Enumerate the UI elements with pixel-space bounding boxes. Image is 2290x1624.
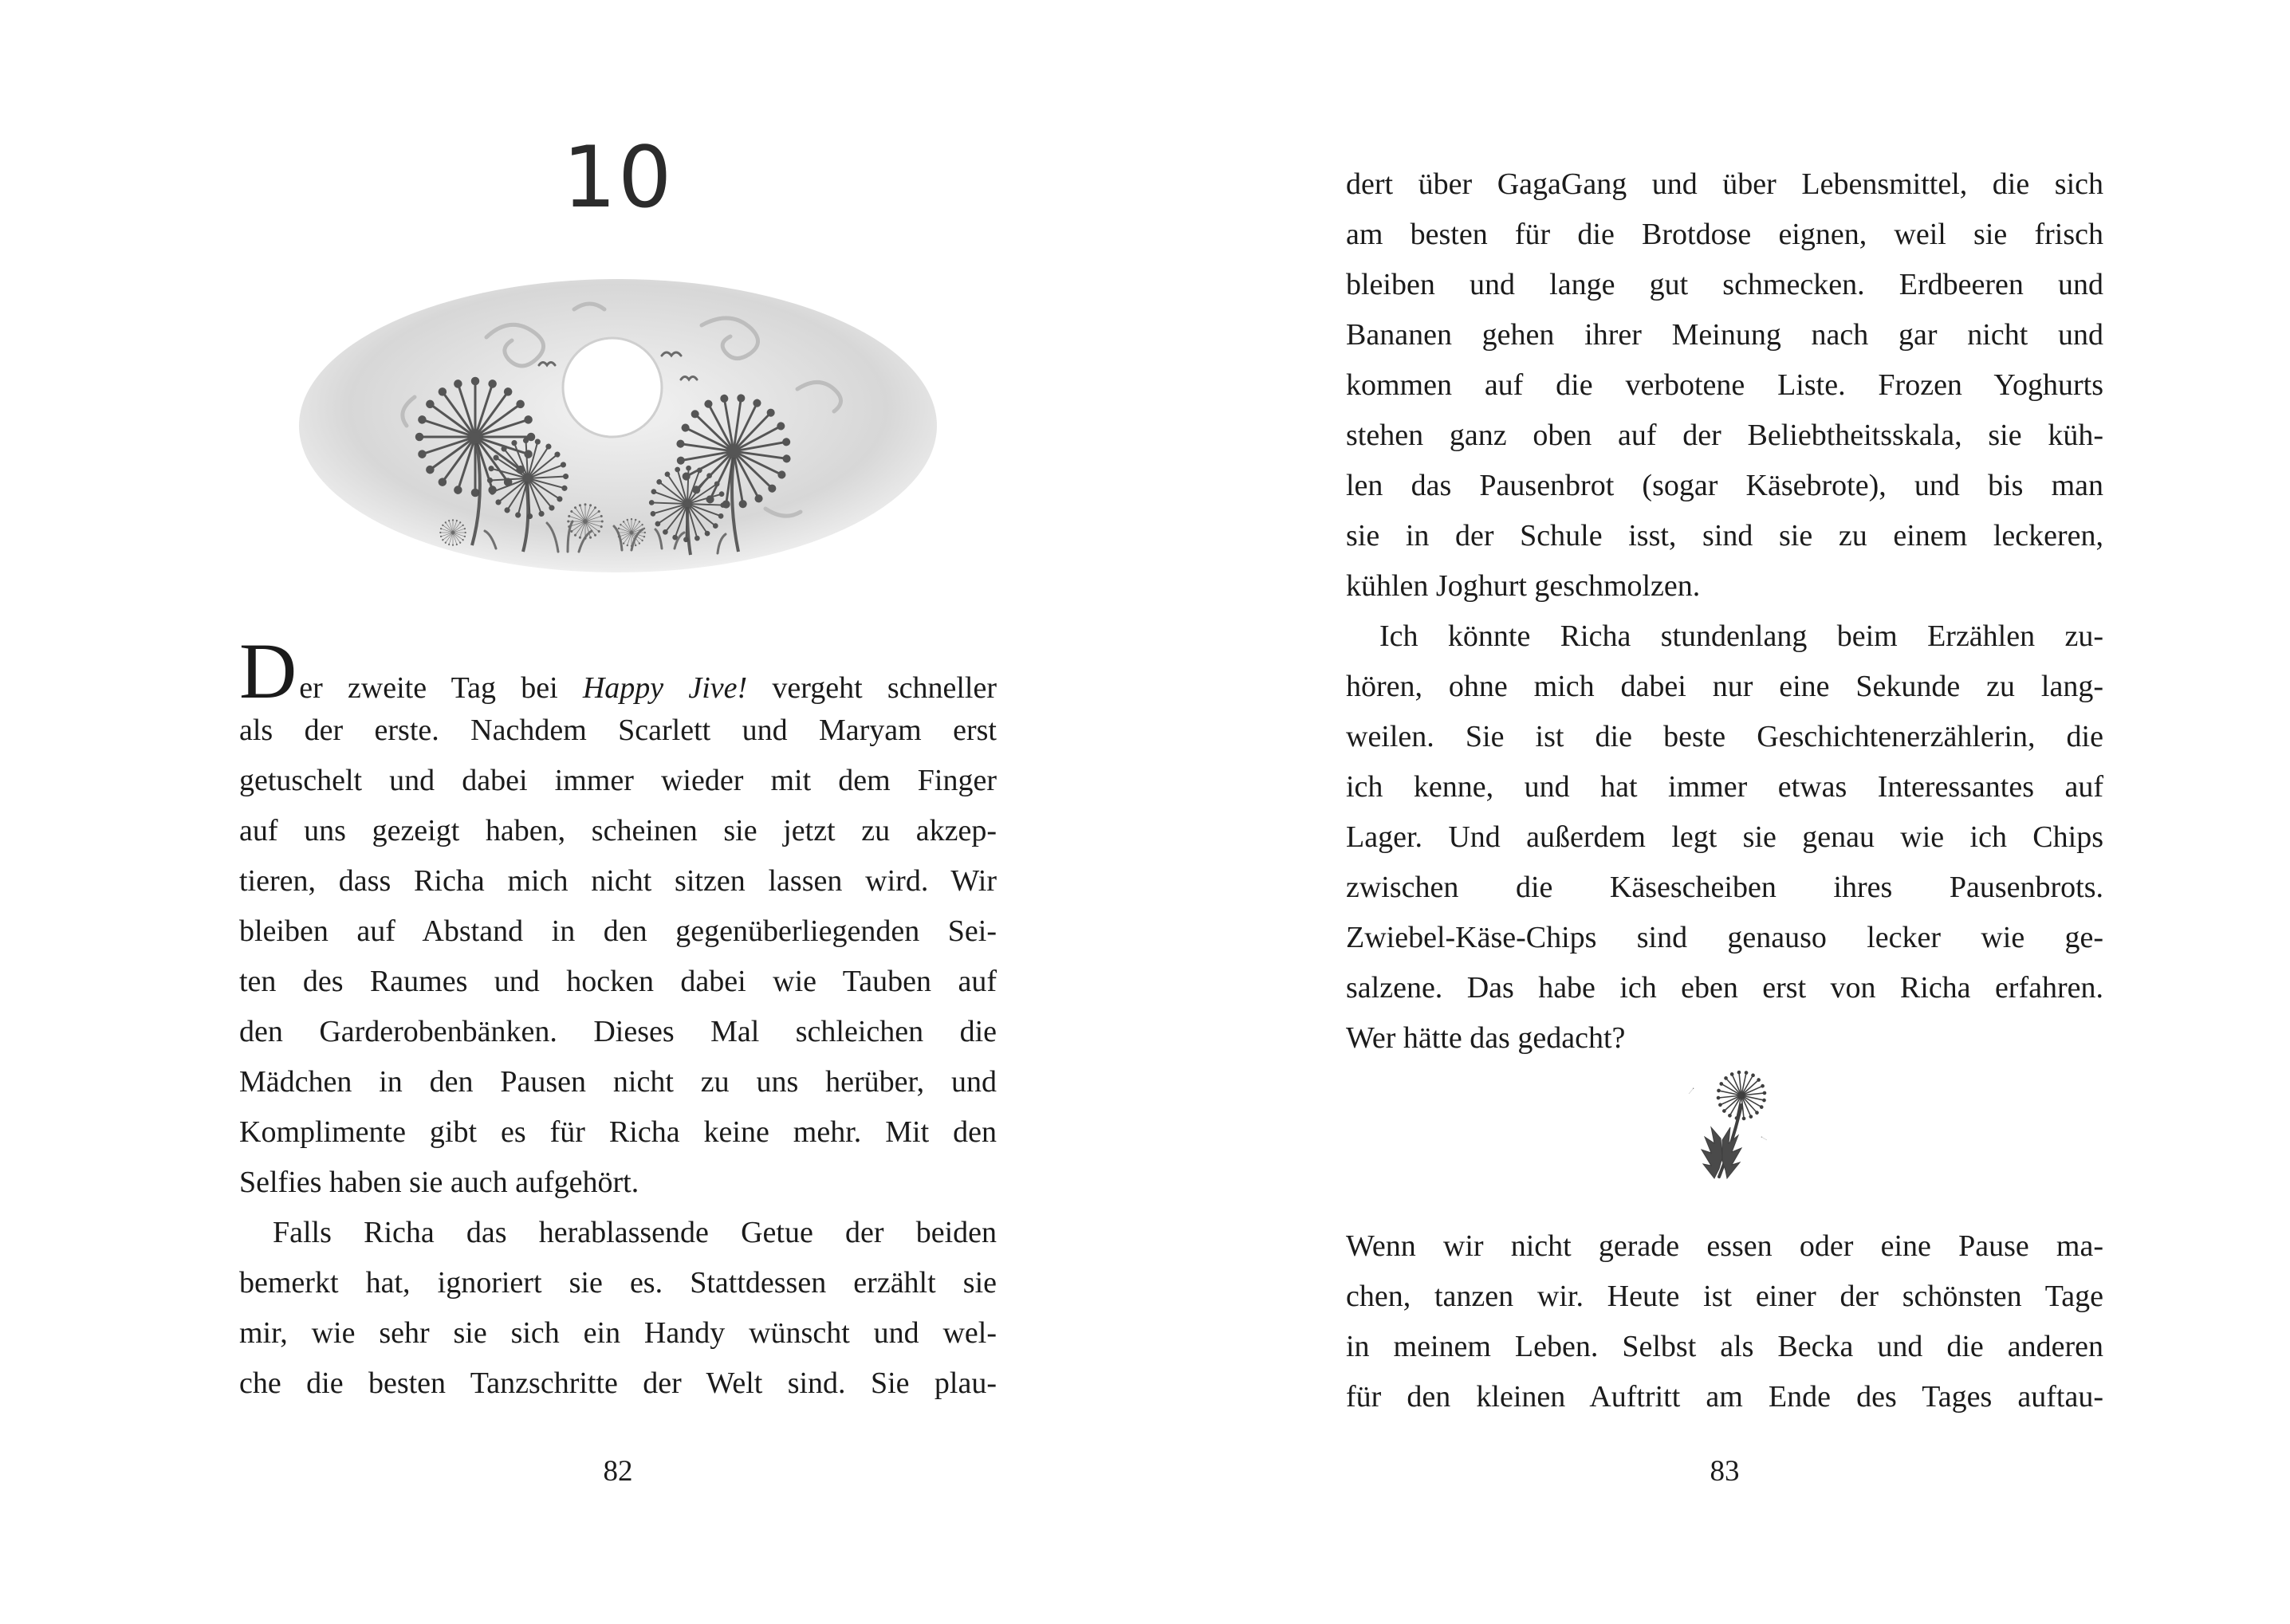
text-line — [1346, 963, 2103, 1013]
text-line — [239, 756, 997, 806]
text-segment: am besten für die Brotdose eignen, weil sie frisch — [1346, 218, 2103, 251]
body-text-right-bottom — [1346, 1221, 2103, 1422]
text-segment: vergeht schneller — [747, 671, 997, 705]
text-line — [1346, 1372, 2103, 1422]
text-line — [1346, 260, 2103, 310]
italic-text: Happy Jive! — [582, 671, 748, 705]
text-segment: Wer hätte das gedacht? — [1346, 1021, 1626, 1055]
text-line — [1346, 913, 2103, 963]
text-line — [239, 856, 997, 906]
text-segment: auf uns gezeigt haben, scheinen sie jetzt zu akzep- — [239, 814, 997, 847]
text-line — [239, 1057, 997, 1107]
text-segment: Bananen gehen ihrer Meinung nach gar nicht und — [1346, 318, 2103, 352]
text-segment: Komplimente gibt es für Richa keine mehr. Mit den — [239, 1115, 997, 1149]
body-text-right-top — [1346, 159, 2103, 1064]
text-segment: als der erste. Nachdem Scarlett und Maryam erst — [239, 714, 997, 747]
text-segment: für den kleinen Auftritt am Ende des Tages auftau- — [1346, 1380, 2103, 1414]
page-left — [239, 0, 997, 1624]
text-segment: Mädchen in den Pausen nicht zu uns herüber, und — [239, 1065, 997, 1099]
body-text-left — [239, 627, 997, 1409]
text-segment: den Garderobenbänken. Dieses Mal schleichen die — [239, 1015, 997, 1048]
text-segment: er zweite Tag bei — [299, 671, 583, 705]
text-segment: hören, ohne mich dabei nur eine Sekunde zu lang- — [1346, 670, 2103, 703]
text-segment: Falls Richa das herablassende Getue der beiden — [273, 1216, 997, 1249]
text-line — [239, 627, 997, 715]
text-segment: sie in der Schule isst, sind sie zu einem leckeren, — [1346, 519, 2103, 552]
text-line — [239, 1359, 997, 1409]
text-segment: mir, wie sehr sie sich ein Handy wünscht und wel- — [239, 1316, 997, 1350]
text-segment: Selfies haben sie auch aufgehört. — [239, 1166, 639, 1199]
text-line — [1346, 511, 2103, 561]
text-line — [1346, 360, 2103, 411]
text-segment: dert über GagaGang und über Lebensmittel, die sich — [1346, 167, 2103, 201]
text-line — [239, 1258, 997, 1308]
text-line — [239, 1308, 997, 1359]
text-segment: kühlen Joghurt geschmolzen. — [1346, 569, 1701, 603]
section-divider-wrap — [1346, 1067, 2103, 1189]
text-segment: che die besten Tanzschritte der Welt sind. Sie plau- — [239, 1366, 997, 1400]
text-line — [239, 957, 997, 1007]
text-segment: weilen. Sie ist die beste Geschichtenerzählerin, die — [1346, 720, 2103, 753]
text-segment: salzene. Das habe ich eben erst von Richa erfahren. — [1346, 971, 2103, 1005]
text-line — [1346, 1322, 2103, 1372]
page-number-left: 82 — [603, 1455, 633, 1488]
text-line — [1346, 762, 2103, 812]
text-line — [1346, 611, 2103, 662]
page-right — [1346, 0, 2103, 1624]
text-line — [1346, 210, 2103, 260]
text-segment: ten des Raumes und hocken dabei wie Tauben auf — [239, 965, 997, 998]
text-segment: Lager. Und außerdem legt sie genau wie ich Chips — [1346, 820, 2103, 854]
text-segment: stehen ganz oben auf der Beliebtheitsskala, sie küh- — [1346, 419, 2103, 452]
chapter-number: 10 — [562, 128, 674, 226]
text-line — [239, 706, 997, 756]
text-segment: ich kenne, und hat immer etwas Interessantes auf — [1346, 770, 2103, 804]
text-segment: getuschelt und dabei immer wieder mit dem Finger — [239, 764, 997, 797]
text-segment: Ich könnte Richa stundenlang beim Erzählen zu- — [1379, 619, 2103, 653]
dandelion-sprig-illustration — [1665, 1067, 1784, 1185]
text-segment: Zwiebel-Käse-Chips sind genauso lecker wie ge- — [1346, 921, 2103, 954]
text-line — [1346, 159, 2103, 210]
text-line — [239, 1007, 997, 1057]
text-line — [1346, 461, 2103, 511]
text-segment: chen, tanzen wir. Heute ist einer der schönsten Tage — [1346, 1280, 2103, 1313]
text-segment: in meinem Leben. Selbst als Becka und die anderen — [1346, 1330, 2103, 1363]
text-line — [239, 1208, 997, 1258]
text-line — [1346, 863, 2103, 913]
text-line — [1346, 812, 2103, 863]
text-line — [1346, 411, 2103, 461]
text-line — [1346, 662, 2103, 712]
chapter-illustration-wrap — [287, 269, 949, 588]
text-segment: Wenn wir nicht gerade essen oder eine Pause ma- — [1346, 1229, 2103, 1263]
text-line — [1346, 712, 2103, 762]
text-segment: tieren, dass Richa mich nicht sitzen lassen wird. Wir — [239, 864, 997, 898]
text-segment: bemerkt hat, ignoriert sie es. Stattdessen erzählt sie — [239, 1266, 997, 1300]
text-line — [239, 806, 997, 856]
drop-cap: D — [239, 627, 297, 715]
dandelion-meadow-illustration — [287, 269, 949, 584]
text-line — [1346, 1221, 2103, 1272]
text-segment: zwischen die Käsescheiben ihres Pausenbrots. — [1346, 871, 2103, 904]
text-segment: bleiben und lange gut schmecken. Erdbeeren und — [1346, 268, 2103, 301]
text-line — [239, 1107, 997, 1158]
text-line — [1346, 1272, 2103, 1322]
text-segment: kommen auf die verbotene Liste. Frozen Yoghurts — [1346, 368, 2103, 402]
text-line — [1346, 310, 2103, 360]
text-segment: bleiben auf Abstand in den gegenüberliegenden Sei- — [239, 914, 997, 948]
page-number-right: 83 — [1710, 1455, 1740, 1488]
text-segment: len das Pausenbrot (sogar Käsebrote), und bis man — [1346, 469, 2103, 502]
text-line — [239, 906, 997, 957]
